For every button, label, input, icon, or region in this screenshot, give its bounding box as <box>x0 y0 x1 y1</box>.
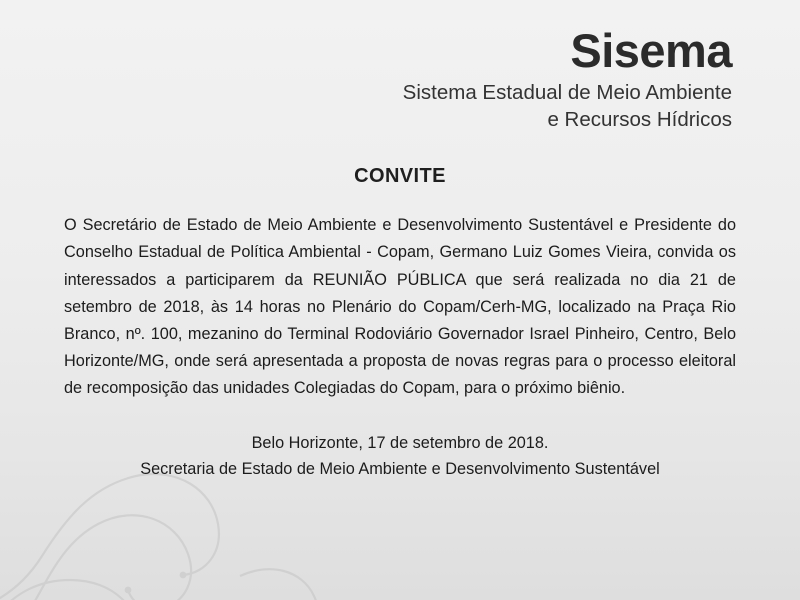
brand-subtitle-line-1: Sistema Estadual de Meio Ambiente <box>402 81 732 105</box>
brand-subtitle-line-2: e Recursos Hídricos <box>547 108 732 132</box>
brand-name: Sisema <box>570 24 732 77</box>
signature-place-date: Belo Horizonte, 17 de setembro de 2018. <box>251 433 549 452</box>
brand-header <box>60 26 740 133</box>
signature-organization: Secretaria de Estado de Meio Ambiente e Desenvolvimento Sustentável <box>140 459 660 478</box>
document-title: CONVITE <box>354 165 446 188</box>
signature-block <box>60 430 740 482</box>
document-body: O Secretário de Estado de Meio Ambiente e Desenvolvimento Sustentável e Presidente do Conselho Estadual de Política Ambiental - Copam, Germano Luiz Gomes Vieira, convida os interessados a participarem da REUNIÃO PÚBLICA que será realizada no dia 21 de setembro de 2018, às 14 horas no Plenário do Copam/Cerh-MG, localizado na Praça Rio Branco, nº. 100, mezanino do Terminal Rodoviário Governador Israel Pinheiro, Centro, Belo Horizonte/MG, onde será apresentada a proposta de novas regras para o processo eleitoral de recomposição das unidades Colegiadas do Copam, para o próximo biênio. <box>64 216 736 397</box>
